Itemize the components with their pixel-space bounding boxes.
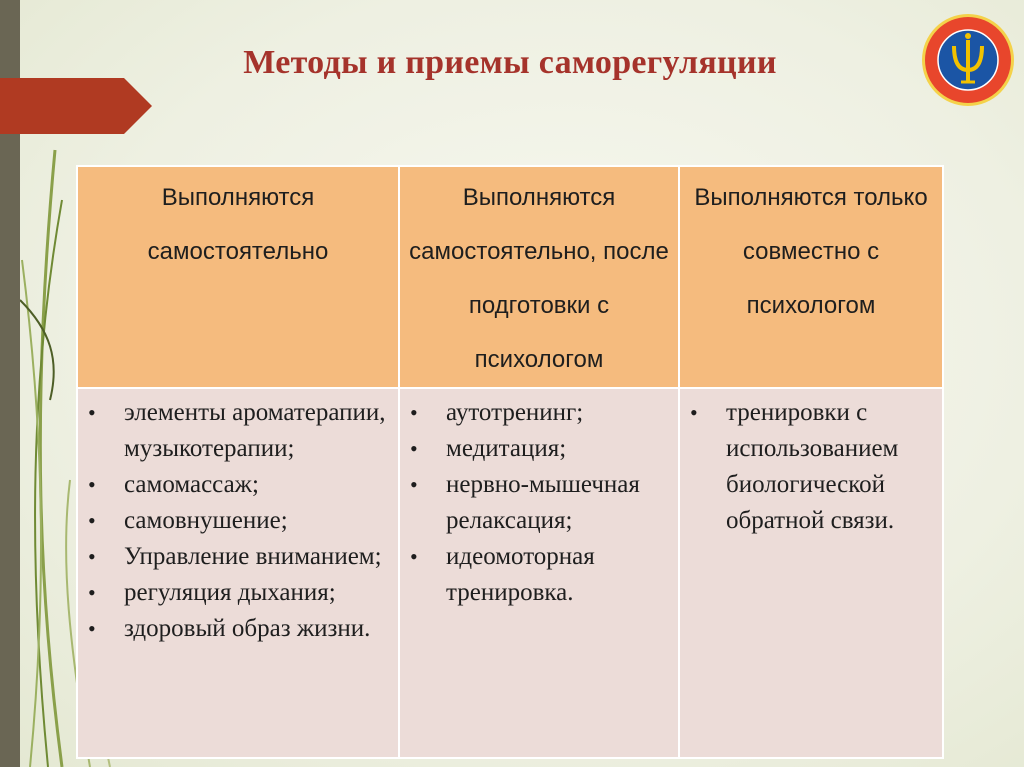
list-item: • аутотренинг; xyxy=(410,399,584,426)
slide-title: Методы и приемы саморегуляции xyxy=(243,44,777,81)
list-item: • тренировки с использованием биологической обратной связи. xyxy=(690,399,899,534)
list-item: • самовнушение; xyxy=(88,507,288,534)
arrow-banner xyxy=(0,78,152,134)
column-with-psychologist xyxy=(679,388,943,758)
psi-emblem-icon xyxy=(920,12,1016,108)
list-item: • элементы ароматерапии, музыкотерапии; xyxy=(88,399,386,462)
list-item: • идеомоторная тренировка. xyxy=(410,543,595,606)
list-item: • самомассаж; xyxy=(88,471,259,498)
list-item: • медитация; xyxy=(410,435,567,462)
list-item: • регуляция дыхания; xyxy=(88,579,336,606)
list-item: • нервно-мышечная релаксация; xyxy=(410,471,640,534)
header-independent: Выполняются самостоятельно xyxy=(77,166,399,388)
list-item: • здоровый образ жизни. xyxy=(88,615,371,642)
column-after-training xyxy=(399,388,679,758)
methods-table xyxy=(76,165,944,759)
header-with-psychologist: Выполняются только совместно с психологом xyxy=(679,166,943,388)
column-independent xyxy=(77,388,399,758)
header-after-training: Выполняются самостоятельно, после подготовки с психологом xyxy=(399,166,679,388)
list-item: • Управление вниманием; xyxy=(88,543,382,570)
